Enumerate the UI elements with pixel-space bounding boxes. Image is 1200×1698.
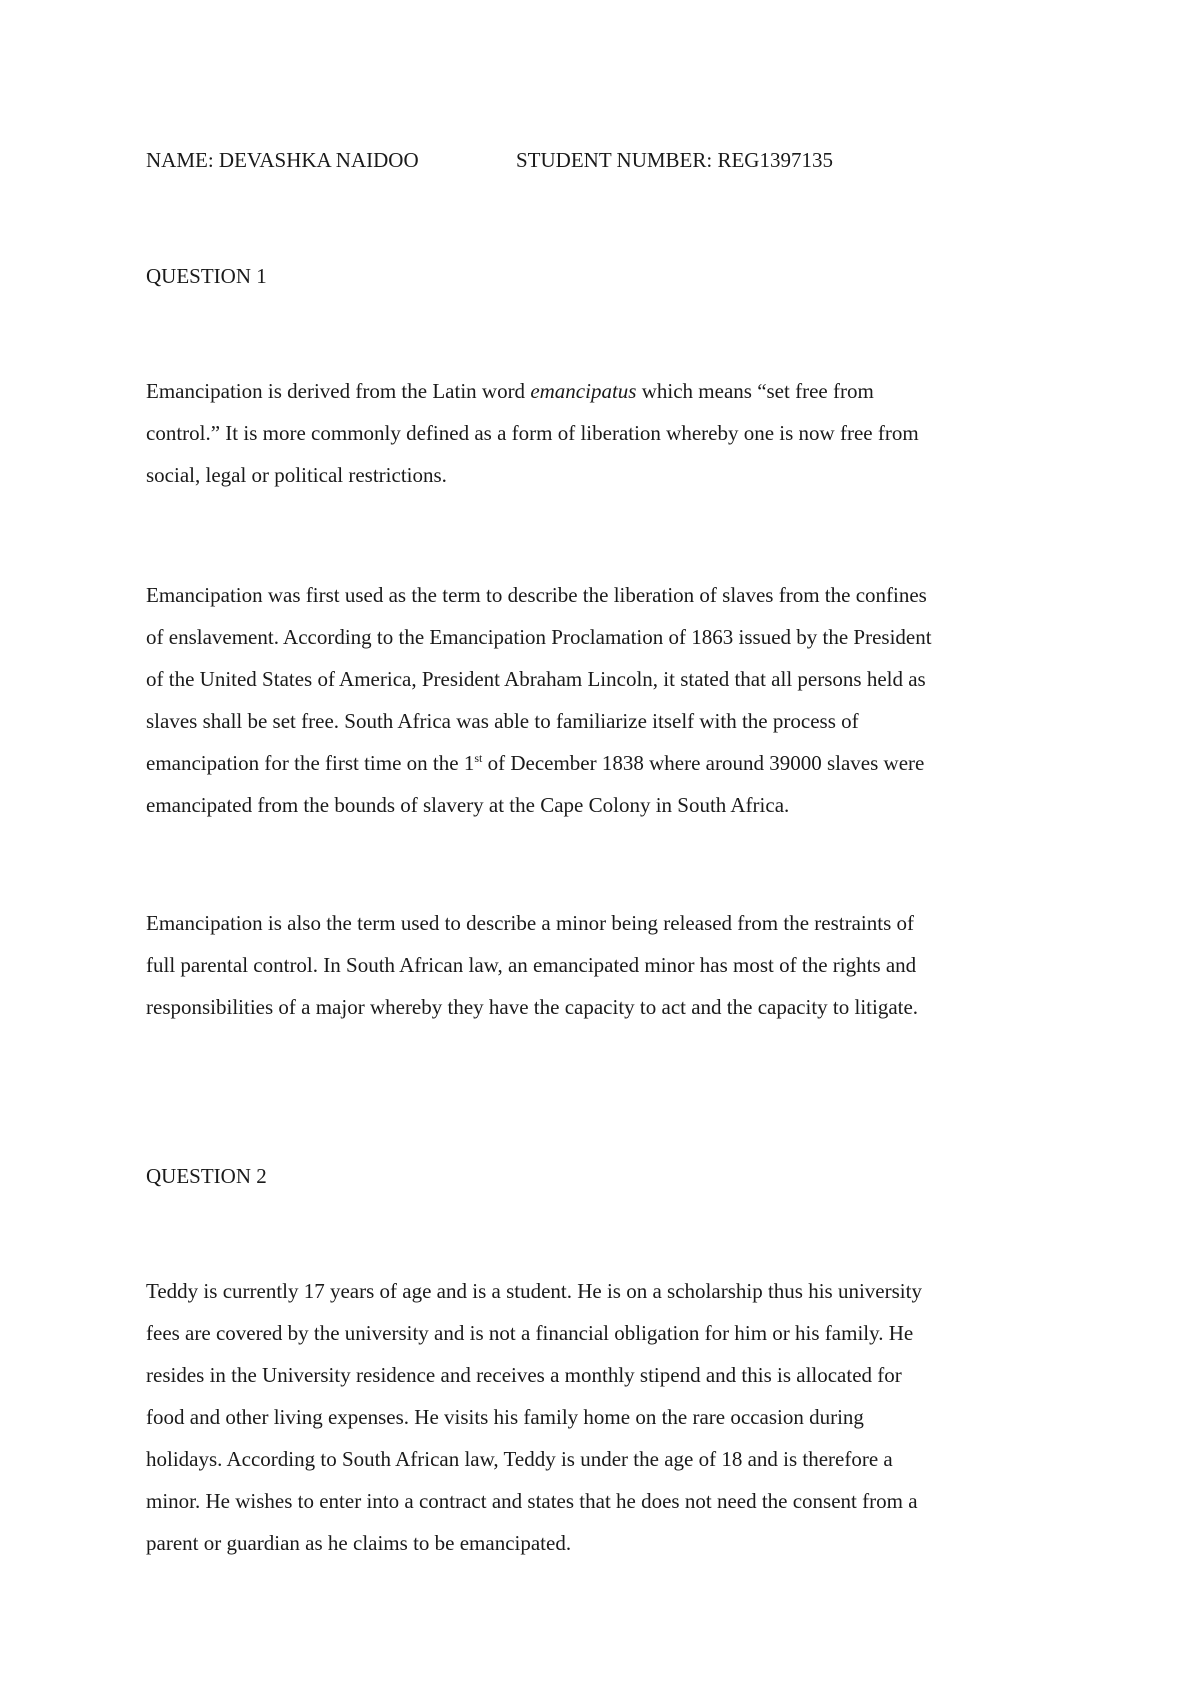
text-line: of the United States of America, President Abraham Lincoln, it stated that all persons held as xyxy=(146,667,926,691)
text-segment: of December 1838 where around 39000 slaves were xyxy=(482,751,925,775)
question-2-paragraph-1 xyxy=(146,1270,1066,1564)
text-line: fees are covered by the university and is not a financial obligation for him or his family. He xyxy=(146,1321,914,1345)
text-segment: emancipation for the first time on the 1 xyxy=(146,751,475,775)
text-segment: which means “set free from xyxy=(636,379,874,403)
text-line: Emancipation was first used as the term to describe the liberation of slaves from the confines xyxy=(146,583,927,607)
header-line xyxy=(146,146,833,174)
text-line: resides in the University residence and receives a monthly stipend and this is allocated for xyxy=(146,1363,902,1387)
text-line: of enslavement. According to the Emancipation Proclamation of 1863 issued by the President xyxy=(146,625,932,649)
question-2-heading: QUESTION 2 xyxy=(146,1164,267,1188)
text-line: emancipated from the bounds of slavery at the Cape Colony in South Africa. xyxy=(146,793,790,817)
text-line: parent or guardian as he claims to be emancipated. xyxy=(146,1531,572,1555)
text-line: Teddy is currently 17 years of age and is a student. He is on a scholarship thus his university xyxy=(146,1279,922,1303)
text-line: Emancipation is also the term used to describe a minor being released from the restraints of xyxy=(146,911,915,935)
text-line: social, legal or political restrictions. xyxy=(146,463,447,487)
text-line: slaves shall be set free. South Africa was able to familiarize itself with the process of xyxy=(146,709,859,733)
student-number: STUDENT NUMBER: REG1397135 xyxy=(516,148,833,172)
ordinal-suffix: st xyxy=(474,751,483,765)
question-1-paragraph-3 xyxy=(146,902,1066,1028)
text-line: minor. He wishes to enter into a contract and states that he does not need the consent from a xyxy=(146,1489,918,1513)
text-line: full parental control. In South African law, an emancipated minor has most of the rights and xyxy=(146,953,917,977)
text-line: responsibilities of a major whereby they have the capacity to act and the capacity to litigate. xyxy=(146,995,919,1019)
text-line xyxy=(146,370,1066,412)
question-1-paragraph-1 xyxy=(146,370,1066,496)
text-line: holidays. According to South African law, Teddy is under the age of 18 and is therefore a xyxy=(146,1447,893,1471)
text-line: food and other living expenses. He visits his family home on the rare occasion during xyxy=(146,1405,864,1429)
text-line xyxy=(146,742,1066,784)
text-line: control.” It is more commonly defined as a form of liberation whereby one is now free from xyxy=(146,421,919,445)
question-1-paragraph-2 xyxy=(146,574,1066,826)
question-1-heading: QUESTION 1 xyxy=(146,264,267,288)
text-segment: Emancipation is derived from the Latin word xyxy=(146,379,531,403)
latin-term: emancipatus xyxy=(530,379,637,403)
student-name: NAME: DEVASHKA NAIDOO xyxy=(146,148,419,172)
